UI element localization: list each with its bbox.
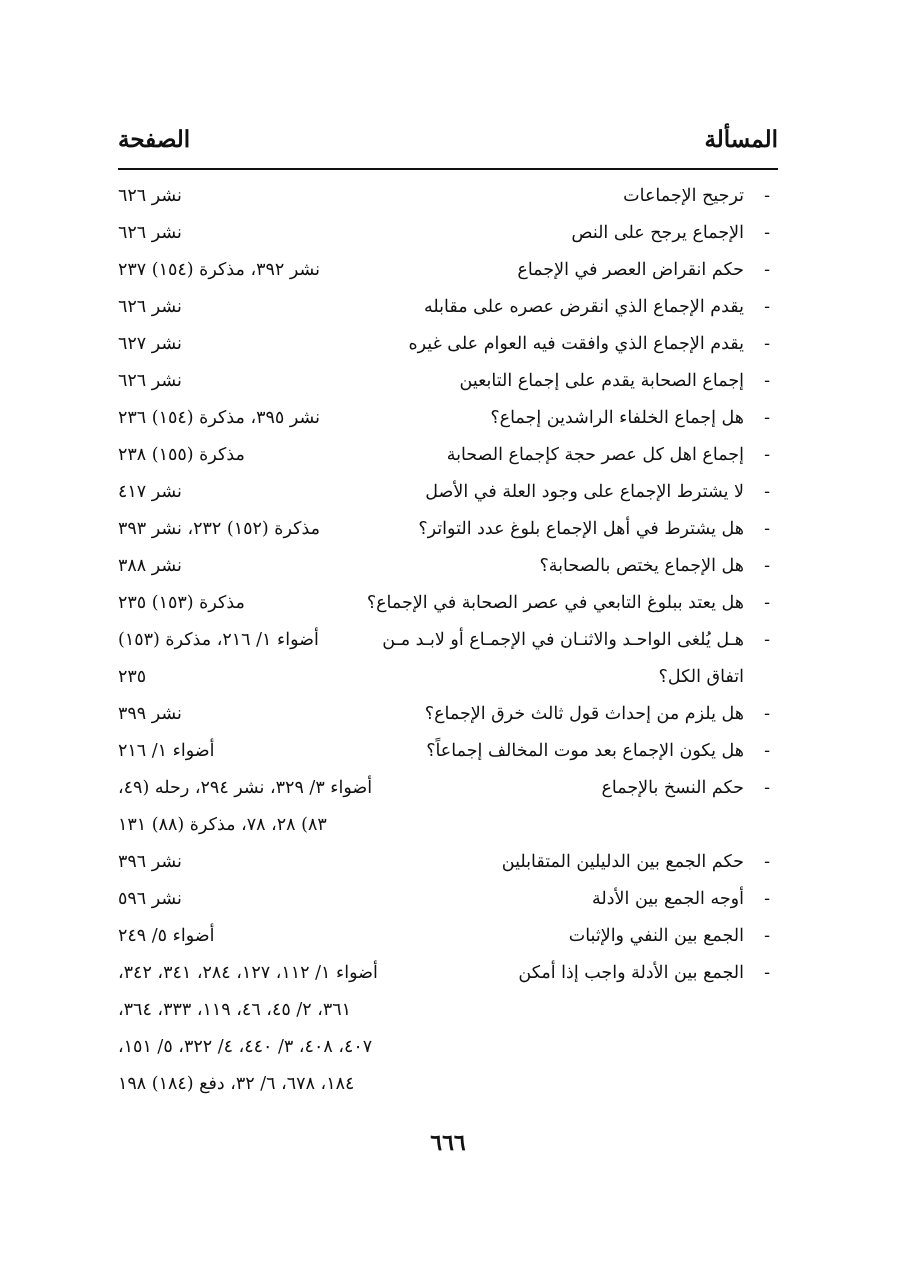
entry-reference: نشر ٥٩٦ xyxy=(118,889,182,909)
entry-dash: - xyxy=(764,482,770,502)
entry-question: يقدم الإجماع الذي انقرض عصره على مقابله xyxy=(423,297,744,317)
entry-dash: - xyxy=(764,371,770,391)
index-entry xyxy=(118,252,778,289)
entry-line xyxy=(118,918,778,955)
entry-question: هل يكون الإجماع بعد موت المخالف إجماعاً؟ xyxy=(426,741,744,761)
entry-dash: - xyxy=(764,704,770,724)
index-entry xyxy=(118,844,778,881)
entry-reference: مذكرة (١٥٢) ٢٣٢، نشر ٣٩٣ xyxy=(118,519,321,539)
entry-continuation-line xyxy=(118,659,778,696)
entry-question: الإجماع يرجح على النص xyxy=(571,223,744,243)
index-entry xyxy=(118,881,778,918)
index-entry xyxy=(118,437,778,474)
entry-question: يقدم الإجماع الذي وافقت فيه العوام على غيره xyxy=(408,334,744,354)
entry-line xyxy=(118,511,778,548)
entry-question: ترجيح الإجماعات xyxy=(623,186,744,206)
entry-continuation-line xyxy=(118,1029,778,1066)
entry-question: حكم الجمع بين الدليلين المتقابلين xyxy=(501,852,744,872)
index-page xyxy=(118,120,778,1200)
entry-reference: نشر ٦٢٧ xyxy=(118,334,182,354)
entry-dash: - xyxy=(764,852,770,872)
index-entry xyxy=(118,696,778,733)
entry-reference: أضواء ٣/ ٣٢٩، نشر ٢٩٤، رحله (٤٩، xyxy=(118,778,373,798)
entry-reference: نشر ٦٢٦ xyxy=(118,186,182,206)
entry-dash: - xyxy=(764,889,770,909)
entry-line xyxy=(118,844,778,881)
entry-question: هل يعتد ببلوغ التابعي في عصر الصحابة في الإجماع؟ xyxy=(366,593,744,613)
entry-reference: مذكرة (١٥٥) ٢٣٨ xyxy=(118,445,245,465)
entry-question: هـل يُلغى الواحـد والاثنـان في الإجمـاع أو لابـد مـن xyxy=(382,630,744,650)
entry-reference: أضواء ١/ ٢١٦ xyxy=(118,741,215,761)
entry-line xyxy=(118,289,778,326)
entry-question: إجماع الصحابة يقدم على إجماع التابعين xyxy=(459,371,744,391)
entry-reference-continuation: ٤٠٧، ٤٠٨، ٣/ ٤٤٠، ٤/ ٣٢٢، ٥/ ١٥١، xyxy=(118,1037,373,1057)
index-entry xyxy=(118,918,778,955)
entry-line xyxy=(118,955,778,992)
entry-dash: - xyxy=(764,186,770,206)
entry-continuation-line xyxy=(118,1066,778,1103)
entry-question: الجمع بين النفي والإثبات xyxy=(568,926,744,946)
header-divider xyxy=(118,168,778,170)
entry-reference: نشر ٣٨٨ xyxy=(118,556,182,576)
entry-dash: - xyxy=(764,593,770,613)
entry-reference: مذكرة (١٥٣) ٢٣٥ xyxy=(118,593,245,613)
entry-reference: نشر ٦٢٦ xyxy=(118,297,182,317)
index-entry xyxy=(118,215,778,252)
entry-continuation-line xyxy=(118,807,778,844)
entry-line xyxy=(118,881,778,918)
index-entry xyxy=(118,733,778,770)
index-entry xyxy=(118,474,778,511)
entry-line xyxy=(118,585,778,622)
entry-continuation-line xyxy=(118,992,778,1029)
page-number: ٦٦٦ xyxy=(430,1130,466,1156)
entry-reference: نشر ٤١٧ xyxy=(118,482,182,502)
entry-question-continuation: اتفاق الكل؟ xyxy=(658,667,744,687)
index-entry xyxy=(118,770,778,844)
index-entry xyxy=(118,585,778,622)
index-entry xyxy=(118,548,778,585)
entry-reference-continuation: ٣٦١، ٢/ ٤٥، ٤٦، ١١٩، ٣٣٣، ٣٦٤، xyxy=(118,1000,352,1020)
entry-dash: - xyxy=(764,260,770,280)
entry-reference: نشر ٣٩٩ xyxy=(118,704,182,724)
entry-line xyxy=(118,696,778,733)
entry-reference: أضواء ١/ ٢١٦، مذكرة (١٥٣) xyxy=(118,630,319,650)
entry-line xyxy=(118,622,778,659)
entry-question: هل يشترط في أهل الإجماع بلوغ عدد التواتر؟ xyxy=(418,519,744,539)
entry-reference: أضواء ٥/ ٢٤٩ xyxy=(118,926,215,946)
entry-dash: - xyxy=(764,408,770,428)
entry-line xyxy=(118,437,778,474)
entry-question: الجمع بين الأدلة واجب إذا أمكن xyxy=(518,963,744,983)
entry-question: هل الإجماع يختص بالصحابة؟ xyxy=(539,556,744,576)
index-entry xyxy=(118,955,778,1103)
entry-dash: - xyxy=(764,334,770,354)
index-entry xyxy=(118,289,778,326)
entry-line xyxy=(118,326,778,363)
entry-reference: نشر ٣٩٢، مذكرة (١٥٤) ٢٣٧ xyxy=(118,260,321,280)
entry-line xyxy=(118,733,778,770)
entry-reference: أضواء ١/ ١١٢، ١٢٧، ٢٨٤، ٣٤١، ٣٤٢، xyxy=(118,963,378,983)
entry-dash: - xyxy=(764,630,770,650)
entry-line xyxy=(118,474,778,511)
entry-line xyxy=(118,548,778,585)
entry-reference: نشر ٣٩٥، مذكرة (١٥٤) ٢٣٦ xyxy=(118,408,321,428)
entry-question: حكم النسخ بالإجماع xyxy=(601,778,744,798)
entry-reference-continuation: ٨٣) ٢٨، ٧٨، مذكرة (٨٨) ١٣١ xyxy=(118,815,327,835)
entry-question: هل يلزم من إحداث قول ثالث خرق الإجماع؟ xyxy=(424,704,744,724)
entry-line xyxy=(118,770,778,807)
entries-list xyxy=(118,178,778,1103)
entry-dash: - xyxy=(764,556,770,576)
entry-dash: - xyxy=(764,926,770,946)
entry-question: حكم انقراض العصر في الإجماع xyxy=(517,260,744,280)
entry-question: لا يشترط الإجماع على وجود العلة في الأصل xyxy=(425,482,744,502)
entry-reference: نشر ٦٢٦ xyxy=(118,223,182,243)
entry-line xyxy=(118,400,778,437)
index-entry xyxy=(118,400,778,437)
entry-dash: - xyxy=(764,519,770,539)
header-issue: المسألة xyxy=(704,126,778,153)
entry-reference-continuation: ١٨٤، ٦٧٨، ٦/ ٣٢، دفع (١٨٤) ١٩٨ xyxy=(118,1074,355,1094)
index-entry xyxy=(118,178,778,215)
entry-question: إجماع اهل كل عصر حجة كإجماع الصحابة xyxy=(446,445,744,465)
entry-dash: - xyxy=(764,223,770,243)
entry-line xyxy=(118,215,778,252)
entry-dash: - xyxy=(764,297,770,317)
entry-dash: - xyxy=(764,778,770,798)
header-page: الصفحة xyxy=(118,126,191,153)
index-entry xyxy=(118,363,778,400)
entry-line xyxy=(118,363,778,400)
entry-dash: - xyxy=(764,445,770,465)
table-header xyxy=(118,126,778,162)
index-entry xyxy=(118,326,778,363)
index-entry xyxy=(118,622,778,696)
index-entry xyxy=(118,511,778,548)
entry-reference: نشر ٣٩٦ xyxy=(118,852,182,872)
entry-line xyxy=(118,178,778,215)
entry-line xyxy=(118,252,778,289)
entry-question: هل إجماع الخلفاء الراشدين إجماع؟ xyxy=(490,408,744,428)
entry-question: أوجه الجمع بين الأدلة xyxy=(592,889,744,909)
entry-dash: - xyxy=(764,741,770,761)
entry-dash: - xyxy=(764,963,770,983)
entry-reference-continuation: ٢٣٥ xyxy=(118,667,147,687)
entry-reference: نشر ٦٢٦ xyxy=(118,371,182,391)
